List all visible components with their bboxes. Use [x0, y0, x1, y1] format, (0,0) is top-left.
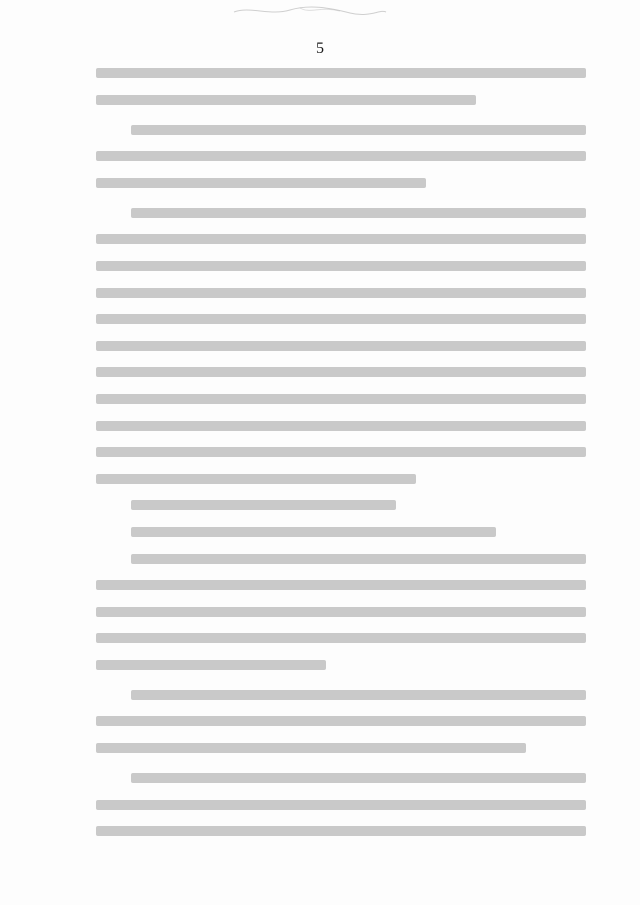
text-placeholder — [96, 743, 526, 753]
text-line — [96, 548, 586, 570]
text-placeholder — [96, 580, 586, 590]
text-placeholder — [131, 527, 496, 537]
text-placeholder — [96, 151, 586, 161]
text-line — [96, 820, 586, 842]
text-line — [96, 767, 586, 789]
text-placeholder — [96, 261, 586, 271]
text-placeholder — [131, 773, 586, 783]
text-line — [96, 601, 586, 623]
text-line — [96, 282, 586, 304]
text-placeholder — [131, 208, 586, 218]
text-line — [96, 255, 586, 277]
text-line — [96, 521, 586, 543]
text-placeholder — [96, 826, 586, 836]
text-placeholder — [131, 125, 586, 135]
text-line — [96, 62, 586, 84]
text-line — [96, 388, 586, 410]
text-line — [96, 202, 586, 224]
text-line — [96, 794, 586, 816]
page-number: 5 — [316, 40, 324, 57]
text-line — [96, 172, 586, 194]
text-placeholder — [96, 474, 416, 484]
text-line — [96, 654, 586, 676]
text-placeholder — [96, 367, 586, 377]
text-line — [96, 737, 586, 759]
text-line — [96, 710, 586, 732]
text-placeholder — [96, 607, 586, 617]
text-placeholder — [96, 288, 586, 298]
text-line — [96, 89, 586, 111]
text-placeholder — [96, 394, 586, 404]
text-line — [96, 308, 586, 330]
text-placeholder — [96, 633, 586, 643]
scan-artifact — [230, 4, 390, 18]
text-placeholder — [96, 95, 476, 105]
text-placeholder — [131, 690, 586, 700]
text-placeholder — [96, 178, 426, 188]
text-placeholder — [96, 341, 586, 351]
text-placeholder — [96, 68, 586, 78]
text-line — [96, 361, 586, 383]
text-line — [96, 494, 586, 516]
text-line — [96, 627, 586, 649]
document-body — [96, 62, 586, 892]
text-line — [96, 415, 586, 437]
text-placeholder — [96, 421, 586, 431]
text-line — [96, 228, 586, 250]
text-placeholder — [96, 800, 586, 810]
text-placeholder — [96, 716, 586, 726]
text-line — [96, 468, 586, 490]
text-placeholder — [96, 660, 326, 670]
text-placeholder — [96, 447, 586, 457]
text-line — [96, 119, 586, 141]
text-line — [96, 145, 586, 167]
text-line — [96, 574, 586, 596]
text-placeholder — [96, 314, 586, 324]
text-line — [96, 441, 586, 463]
text-placeholder — [96, 234, 586, 244]
text-placeholder — [131, 500, 396, 510]
text-line — [96, 335, 586, 357]
text-line — [96, 684, 586, 706]
text-placeholder — [131, 554, 586, 564]
